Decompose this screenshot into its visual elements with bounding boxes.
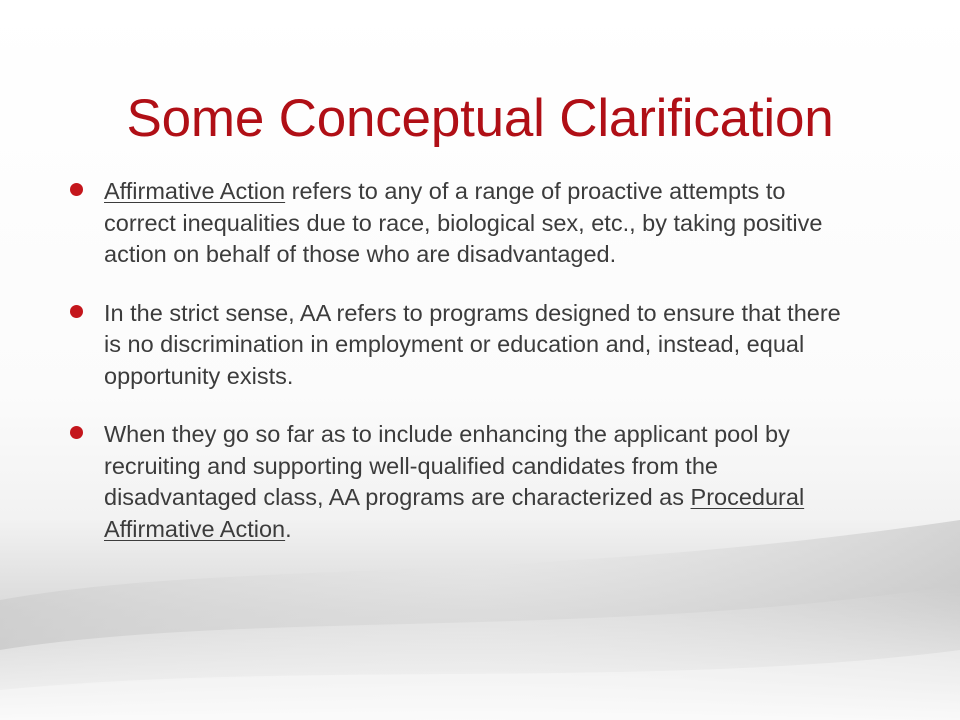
bullet-item-2 (70, 298, 860, 393)
red-dot-bullet-icon (70, 183, 83, 196)
term-procedural-affirmative-action: Procedural Affirmative Action (104, 484, 805, 542)
slide-title: Some Conceptual Clarification (126, 89, 834, 148)
red-dot-bullet-icon (70, 426, 83, 439)
bullet-list (70, 176, 860, 572)
bullet-item-1 (70, 176, 860, 271)
term-affirmative-action: Affirmative Action (104, 178, 286, 204)
bullet-text: refers to any of a range of proactive attempts to correct inequalities due to race, biological sex, etc., by taking positive action on behalf of those who are disadvantaged. (104, 178, 823, 267)
bullet-text: In the strict sense, AA refers to programs designed to ensure that there is no discrimination in employment or education and, instead, equal opportunity exists. (104, 299, 841, 389)
bullet-item-3 (70, 419, 860, 545)
bullet-text: When they go so far as to include enhancing the applicant pool by recruiting and supporting well-qualified candidates from the disadvantaged class, AA programs are characterized as (104, 421, 790, 510)
red-dot-bullet-icon (70, 305, 83, 318)
bullet-end: . (285, 515, 292, 542)
